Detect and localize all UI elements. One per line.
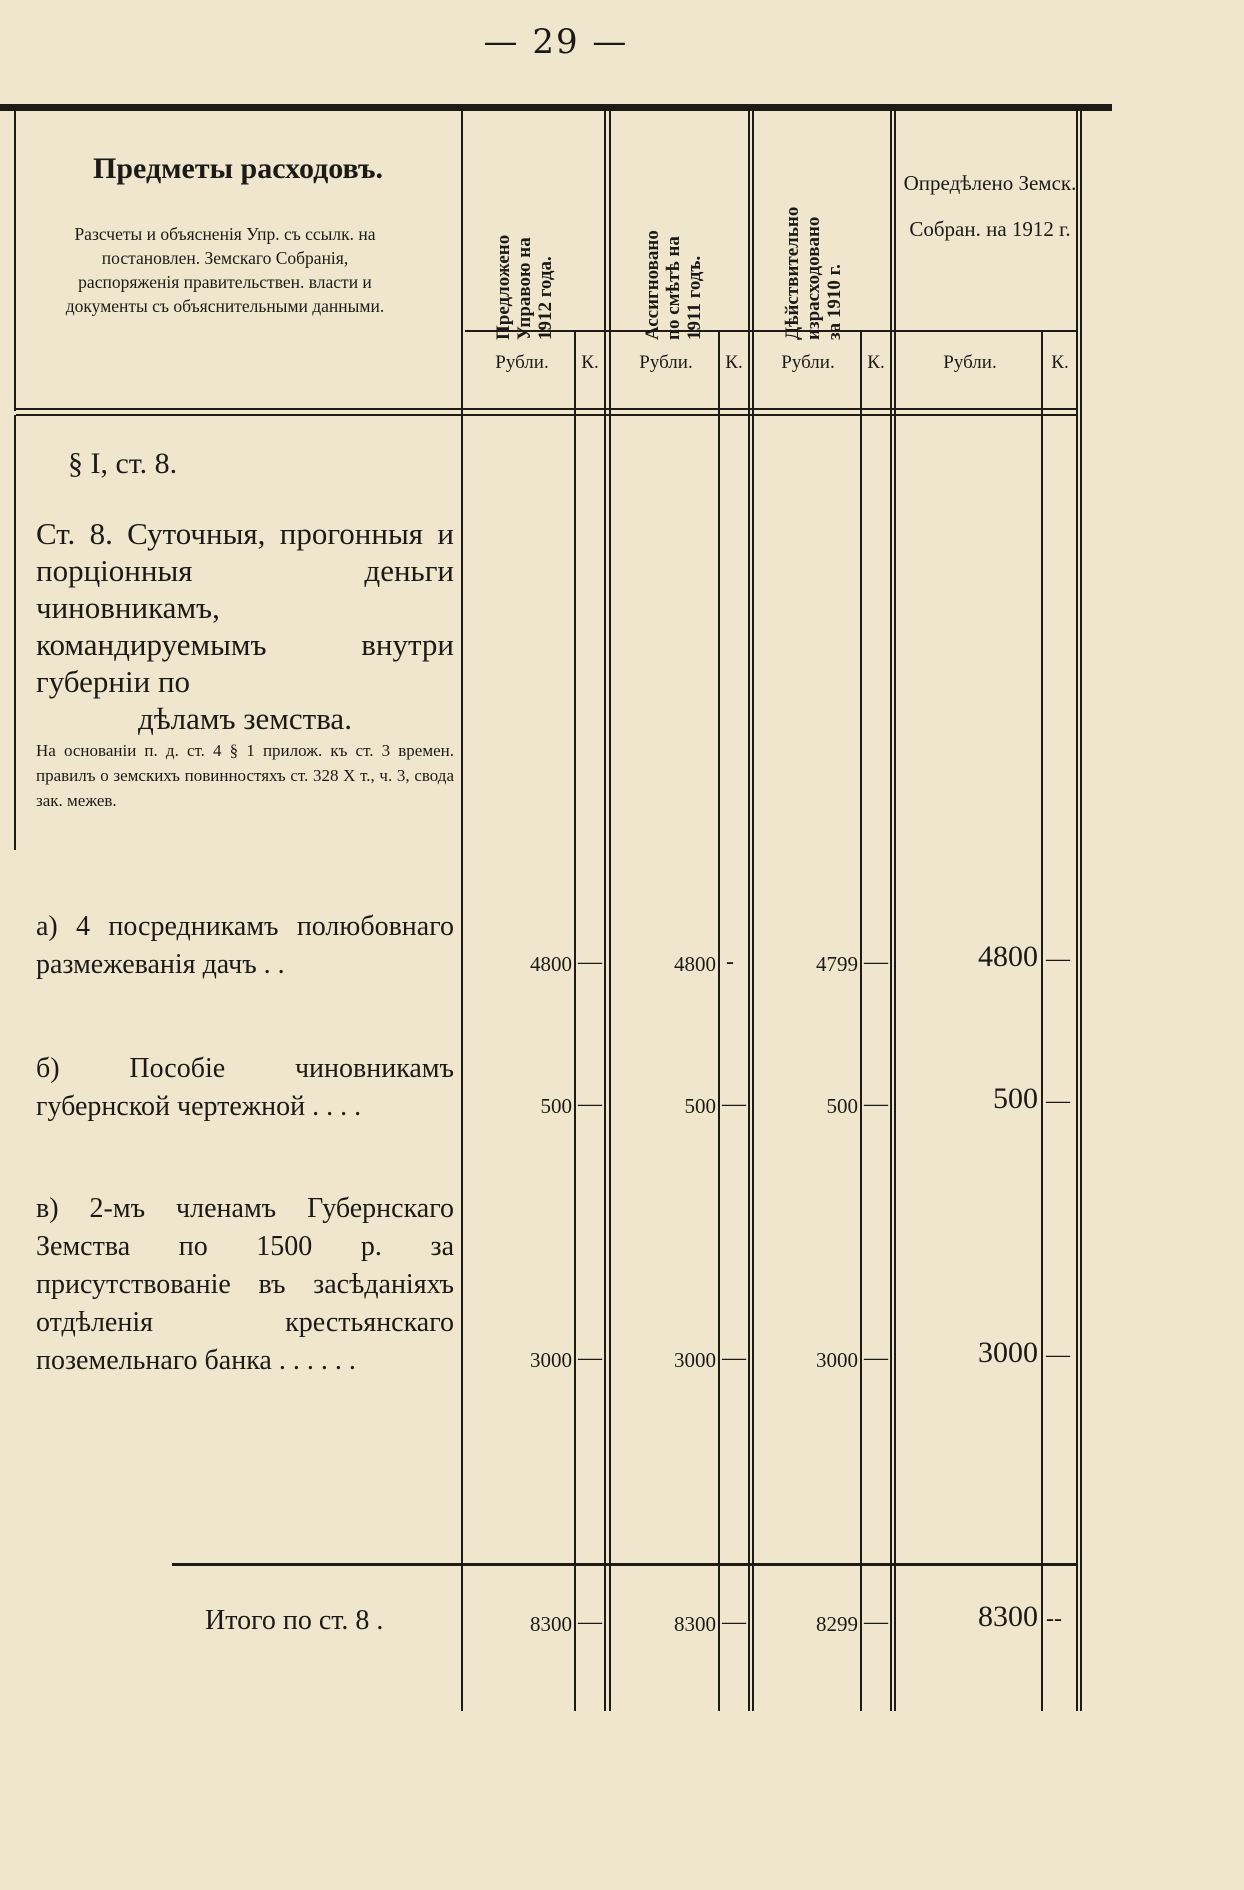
- total-spent-k: —: [864, 1609, 888, 1635]
- total-rule: [172, 1563, 1078, 1566]
- unit-kop-2: К.: [725, 352, 743, 373]
- col-divider-2k: [718, 330, 720, 1711]
- item-b-label: б) Пособіе чиновникамъ губернской чертежной . . . .: [36, 1053, 454, 1122]
- item-a-approved-k: —: [1046, 946, 1070, 972]
- item-c-spent: 3000: [816, 1348, 858, 1372]
- header-bottom-rule-2: [16, 414, 1078, 416]
- col-header-spent: Дѣйствительно израсходовано за 1910 г.: [782, 206, 845, 340]
- col-divider-3: [890, 111, 892, 1711]
- article-title: [36, 515, 454, 737]
- item-c-proposed-k: —: [578, 1345, 602, 1371]
- col-divider-2b: [752, 111, 754, 1711]
- item-b-approved: 500: [993, 1082, 1038, 1115]
- item-c-assigned-k: —: [722, 1345, 746, 1371]
- item-a-spent-k: —: [864, 949, 888, 975]
- col-divider-1: [604, 111, 606, 1711]
- unit-kop-1: К.: [581, 352, 599, 373]
- item-a-proposed-k: —: [578, 949, 602, 975]
- unit-rub-1: Рубли.: [495, 352, 549, 373]
- col-divider-1b: [609, 111, 611, 1711]
- total-assigned: 8300: [674, 1612, 716, 1636]
- header-bottom-rule: [16, 408, 1078, 410]
- item-b-proposed: 500: [540, 1094, 572, 1118]
- unit-rub-4: Рубли.: [943, 352, 997, 373]
- item-c-proposed: 3000: [530, 1348, 572, 1372]
- left-border-lower: [14, 415, 16, 850]
- right-border: [1076, 111, 1078, 1711]
- item-b-assigned: 500: [684, 1094, 716, 1118]
- section-heading: § I, ст. 8.: [68, 447, 178, 480]
- total-proposed: 8300: [530, 1612, 572, 1636]
- item-b-approved-k: —: [1046, 1088, 1070, 1114]
- unit-rub-3: Рубли.: [781, 352, 835, 373]
- col-divider-desc: [461, 111, 463, 1711]
- unit-kop-4: К.: [1051, 352, 1069, 373]
- item-a-spent: 4799: [816, 952, 858, 976]
- total-label: Итого по ст. 8 .: [205, 1605, 384, 1636]
- col-divider-4k: [1041, 330, 1043, 1711]
- col-divider-3k: [860, 330, 862, 1711]
- right-border-b: [1080, 111, 1082, 1711]
- col-header-approved: Опредѣлено Земск. Собран. на 1912 г.: [903, 171, 1077, 241]
- total-spent: 8299: [816, 1612, 858, 1636]
- header-title: Предметы расходовъ.: [93, 152, 383, 185]
- left-border: [14, 111, 16, 411]
- total-approved: 8300: [978, 1600, 1038, 1633]
- legal-basis: На основаніи п. д. ст. 4 § 1 прилож. къ ст. 3 времен. правилъ о земскихъ повинностяхъ ст. 328 X т., ч. 3, свода зак. межев.: [36, 741, 454, 810]
- item-c-assigned: 3000: [674, 1348, 716, 1372]
- article-text-last: дѣламъ земства.: [138, 701, 352, 736]
- page-number: — 29 —: [483, 22, 629, 62]
- header-description: Разсчеты и объясненія Упр. съ ссылк. на постановлен. Земскаго Собранія, распоряженія правительствен. власти и документы съ объяснительными данными.: [65, 224, 385, 316]
- item-a-assigned: 4800: [674, 952, 716, 976]
- unit-rub-2: Рубли.: [639, 352, 693, 373]
- col-divider-3b: [894, 111, 896, 1711]
- item-a-assigned-k: -: [726, 949, 734, 975]
- item-a-proposed: 4800: [530, 952, 572, 976]
- item-b-spent: 500: [826, 1094, 858, 1118]
- top-rule: [0, 104, 1112, 111]
- item-b-assigned-k: —: [722, 1091, 746, 1117]
- item-c-spent-k: —: [864, 1345, 888, 1371]
- col-divider-1k: [574, 330, 576, 1711]
- col-header-assigned: Ассигновано по смѣтѣ на 1911 годъ.: [642, 230, 705, 340]
- total-assigned-k: —: [722, 1609, 746, 1635]
- item-c-approved: 3000: [978, 1336, 1038, 1369]
- unit-kop-3: К.: [867, 352, 885, 373]
- item-c-label: в) 2-мъ членамъ Губернскаго Земства по 1500 р. за присутствованіе въ засѣданіяхъ отдѣленія крестьянскаго поземельнаго банка . . . . . .: [36, 1193, 454, 1376]
- article-text: Ст. 8. Суточныя, прогонныя и порціонныя деньги чиновникамъ, командируемымъ внутри губерніи по: [36, 516, 454, 699]
- item-a-approved: 4800: [978, 940, 1038, 973]
- item-b-spent-k: —: [864, 1091, 888, 1117]
- total-approved-k: --: [1046, 1606, 1062, 1632]
- col-header-proposed: Предложено Управою на 1912 года.: [493, 234, 556, 340]
- item-b-proposed-k: —: [578, 1091, 602, 1117]
- item-a-label: а) 4 посредникамъ полюбовнаго размежеванія дачъ . .: [36, 911, 454, 980]
- total-proposed-k: —: [578, 1609, 602, 1635]
- col-divider-2: [748, 111, 750, 1711]
- item-c-approved-k: —: [1046, 1342, 1070, 1368]
